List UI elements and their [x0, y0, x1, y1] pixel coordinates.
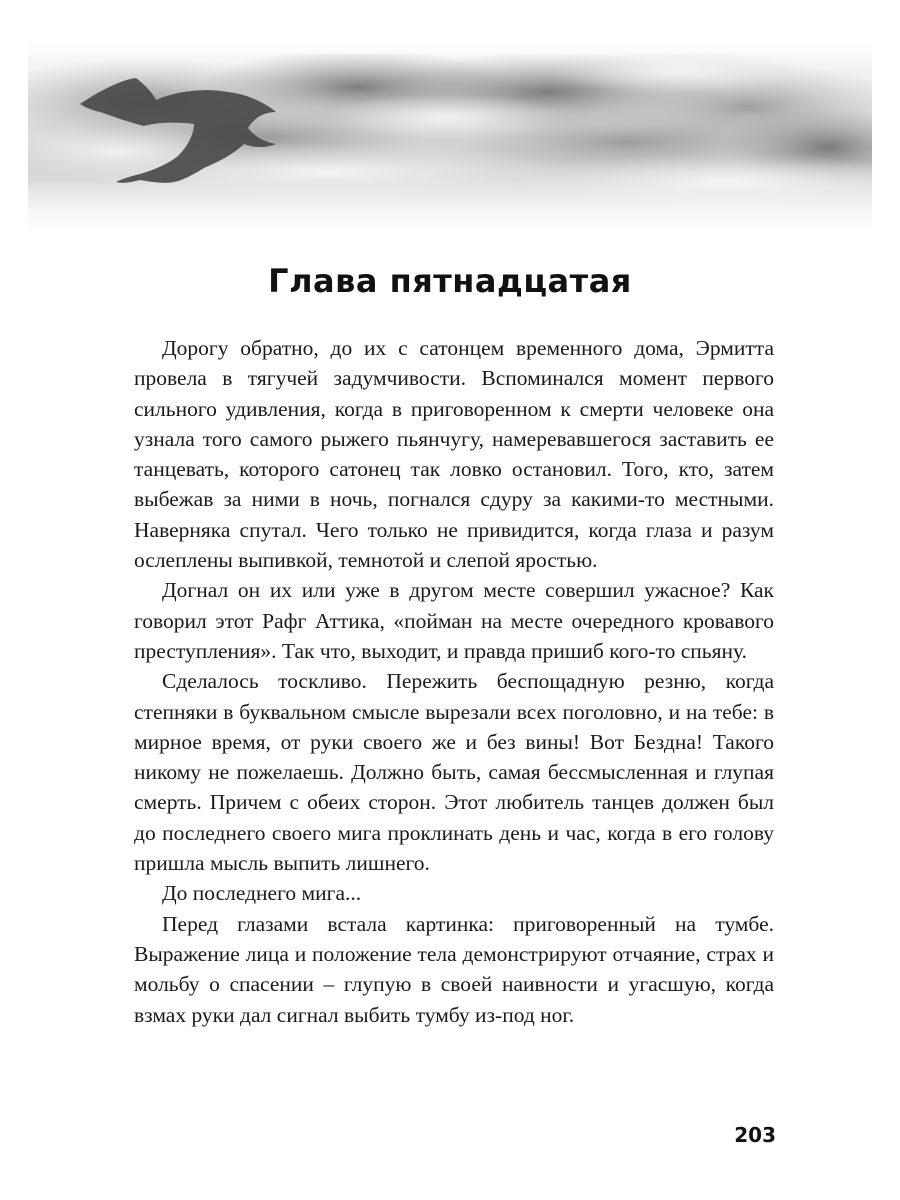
clouds-illustration: [28, 32, 872, 242]
chapter-header-illustration: [28, 32, 872, 242]
paragraph: До последнего мига...: [162, 881, 362, 906]
chapter-title: Глава пятнадцатая: [268, 262, 632, 300]
chapter-body: [134, 333, 774, 1030]
paragraph: Сделалось тоскливо. Пережить беспощадную резню, когда степняки в буквальном смысле вырезали всех поголовно, и на тебе: в мирное время, от руки своего же и без вины! Вот Бездна! Такого никому не пожелаешь. Должно быть, самая бессмысленная и глупая смерть. Причем с обеих сторон. Этот любитель танцев должен был до последнего своего мига проклинать день и час, когда в его голову пришла мысль выпить лишнего.: [134, 669, 774, 876]
paragraph: Догнал он их или уже в другом месте совершил ужасное? Как говорил этот Рафг Аттика, «пойман на месте очередного кровавого преступления». Так что, выходит, и правда пришиб кого-то спьяну.: [134, 578, 774, 663]
paragraph: Дорогу обратно, до их с сатонцем временного дома, Эрмитта провела в тягучей задумчивости. Вспоминался момент первого сильного удивления, когда в приговоренном к смерти человеке она узнала того самого рыжего пьянчугу, намеревавшегося заставить ее танцевать, которого сатонец так ловко остановил. Того, кто, затем выбежав за ними в ночь, погнался сдуру за какими-то местными. Наверняка спутал. Чего только не привидится, когда глаза и разум ослеплены выпивкой, темнотой и слепой яростью.: [134, 336, 774, 573]
page-number: 203: [734, 1123, 776, 1147]
paragraph: Перед глазами встала картинка: приговоренный на тумбе. Выражение лица и положение тела демонстрируют отчаяние, страх и мольбу о спасении – глупую в своей наивности и угасшую, когда взмах руки дал сигнал выбить тумбу из-под ног.: [134, 911, 774, 1027]
